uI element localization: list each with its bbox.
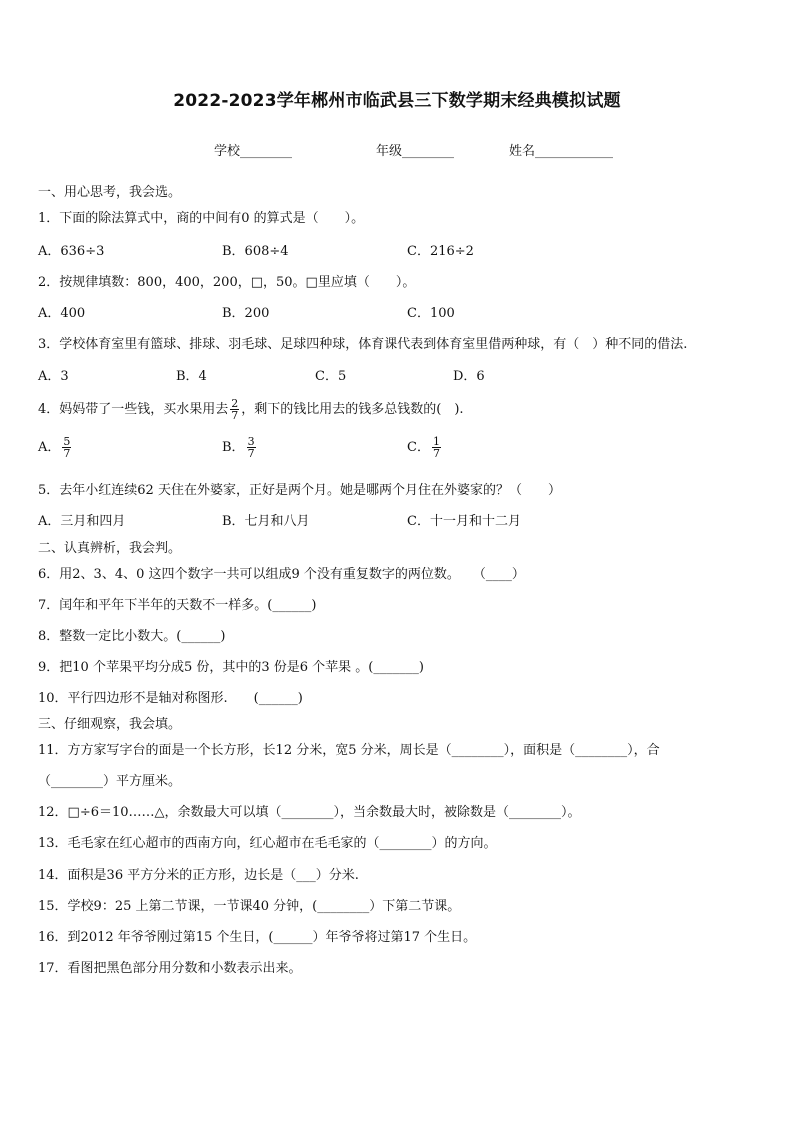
name-field: 姓名____________ — [509, 144, 614, 159]
question-3: 3．学校体育室里有篮球、排球、羽毛球、足球四种球，体育课代表到体育室里借两种球，有（ ）种不同的借法. — [38, 337, 688, 352]
q4-stem-pre: 4．妈妈带了一些钱，买水果用去 — [38, 402, 229, 417]
q1-option-a: A．636÷3 — [38, 244, 105, 259]
question-11-line-1: 11．方方家写字台的面是一个长方形，长12 分米，宽5 分米，周长是（________），面积是（________），合 — [38, 743, 660, 758]
q3-option-d: D．6 — [453, 369, 485, 384]
question-2: 2．按规律填数：800，400，200，□，50。□里应填（ ）。 — [38, 275, 416, 290]
q2-option-c: C．100 — [407, 306, 455, 321]
fraction-numerator: 2 — [231, 397, 239, 410]
fraction-denominator: 7 — [63, 447, 71, 460]
q4-option-a — [38, 436, 73, 459]
fraction-numerator: 5 — [63, 435, 71, 448]
question-7: 7．闰年和平年下半年的天数不一样多。(______) — [38, 598, 317, 613]
q3-option-a: A．3 — [38, 369, 69, 384]
q1-option-b: B．608÷4 — [222, 244, 289, 259]
question-5: 5．去年小红连续62 天住在外婆家，正好是两个月。她是哪两个月住在外婆家的？（ ） — [38, 483, 561, 498]
question-6: 6．用2、3、4、0 这四个数字一共可以组成9 个没有重复数字的两位数。 （____） — [38, 567, 525, 582]
q4-c-fraction — [432, 436, 441, 459]
question-10: 10．平行四边形不是轴对称图形. (______) — [38, 691, 303, 706]
q2-option-b: B．200 — [222, 306, 270, 321]
question-12: 12．□÷6＝10……△，余数最大可以填（________），当余数最大时，被除数是（________）。 — [38, 805, 581, 820]
option-label: A． — [38, 440, 61, 455]
option-label: B． — [222, 440, 245, 455]
q4-option-c — [407, 436, 443, 459]
question-16: 16．到2012 年爷爷刚过第15 个生日，(______）年爷爷将过第17 个生日。 — [38, 930, 477, 945]
q5-option-c: C．十一月和十二月 — [407, 514, 521, 529]
q4-stem-post: ，剩下的钱比用去的钱多总钱数的( ). — [241, 402, 464, 417]
fraction-denominator: 7 — [231, 409, 239, 422]
question-17: 17．看图把黑色部分用分数和小数表示出来。 — [38, 961, 302, 976]
question-15: 15．学校9：25 上第二节课，一节课40 分钟，(________）下第二节课。 — [38, 899, 461, 914]
fraction-denominator: 7 — [247, 447, 255, 460]
fraction-denominator: 7 — [432, 447, 440, 460]
q5-option-b: B．七月和八月 — [222, 514, 310, 529]
q4-b-fraction — [247, 436, 256, 459]
question-14: 14．面积是36 平方分米的正方形，边长是（___）分米. — [38, 868, 359, 883]
question-11-line-2: （________）平方厘米。 — [38, 774, 182, 789]
fraction-numerator: 3 — [247, 435, 255, 448]
q4-stem-fraction — [230, 398, 239, 421]
q1-option-c: C．216÷2 — [407, 244, 474, 259]
question-4 — [38, 398, 464, 421]
q4-a-fraction — [62, 436, 71, 459]
q4-option-b — [222, 436, 258, 459]
question-1: 1．下面的除法算式中，商的中间有0 的算式是（ ）。 — [38, 211, 365, 226]
q3-option-b: B．4 — [176, 369, 207, 384]
q3-option-c: C．5 — [315, 369, 347, 384]
option-label: C． — [407, 440, 430, 455]
exam-title: 2022-2023学年郴州市临武县三下数学期末经典模拟试题 — [173, 91, 621, 111]
question-9: 9．把10 个苹果平均分成5 份，其中的3 份是6 个苹果 。(_______) — [38, 660, 424, 675]
q2-option-a: A．400 — [38, 306, 86, 321]
question-8: 8．整数一定比小数大。(______) — [38, 629, 226, 644]
school-field: 学校________ — [214, 144, 293, 159]
fraction-numerator: 1 — [432, 435, 440, 448]
section-2-heading: 二、认真辨析，我会判。 — [38, 541, 182, 556]
grade-field: 年级________ — [376, 144, 455, 159]
section-1-heading: 一、用心思考，我会选。 — [38, 185, 182, 200]
section-3-heading: 三、仔细观察，我会填。 — [38, 717, 182, 732]
question-13: 13．毛毛家在红心超市的西南方向，红心超市在毛毛家的（________）的方向。 — [38, 836, 497, 851]
q5-option-a: A．三月和四月 — [38, 514, 126, 529]
